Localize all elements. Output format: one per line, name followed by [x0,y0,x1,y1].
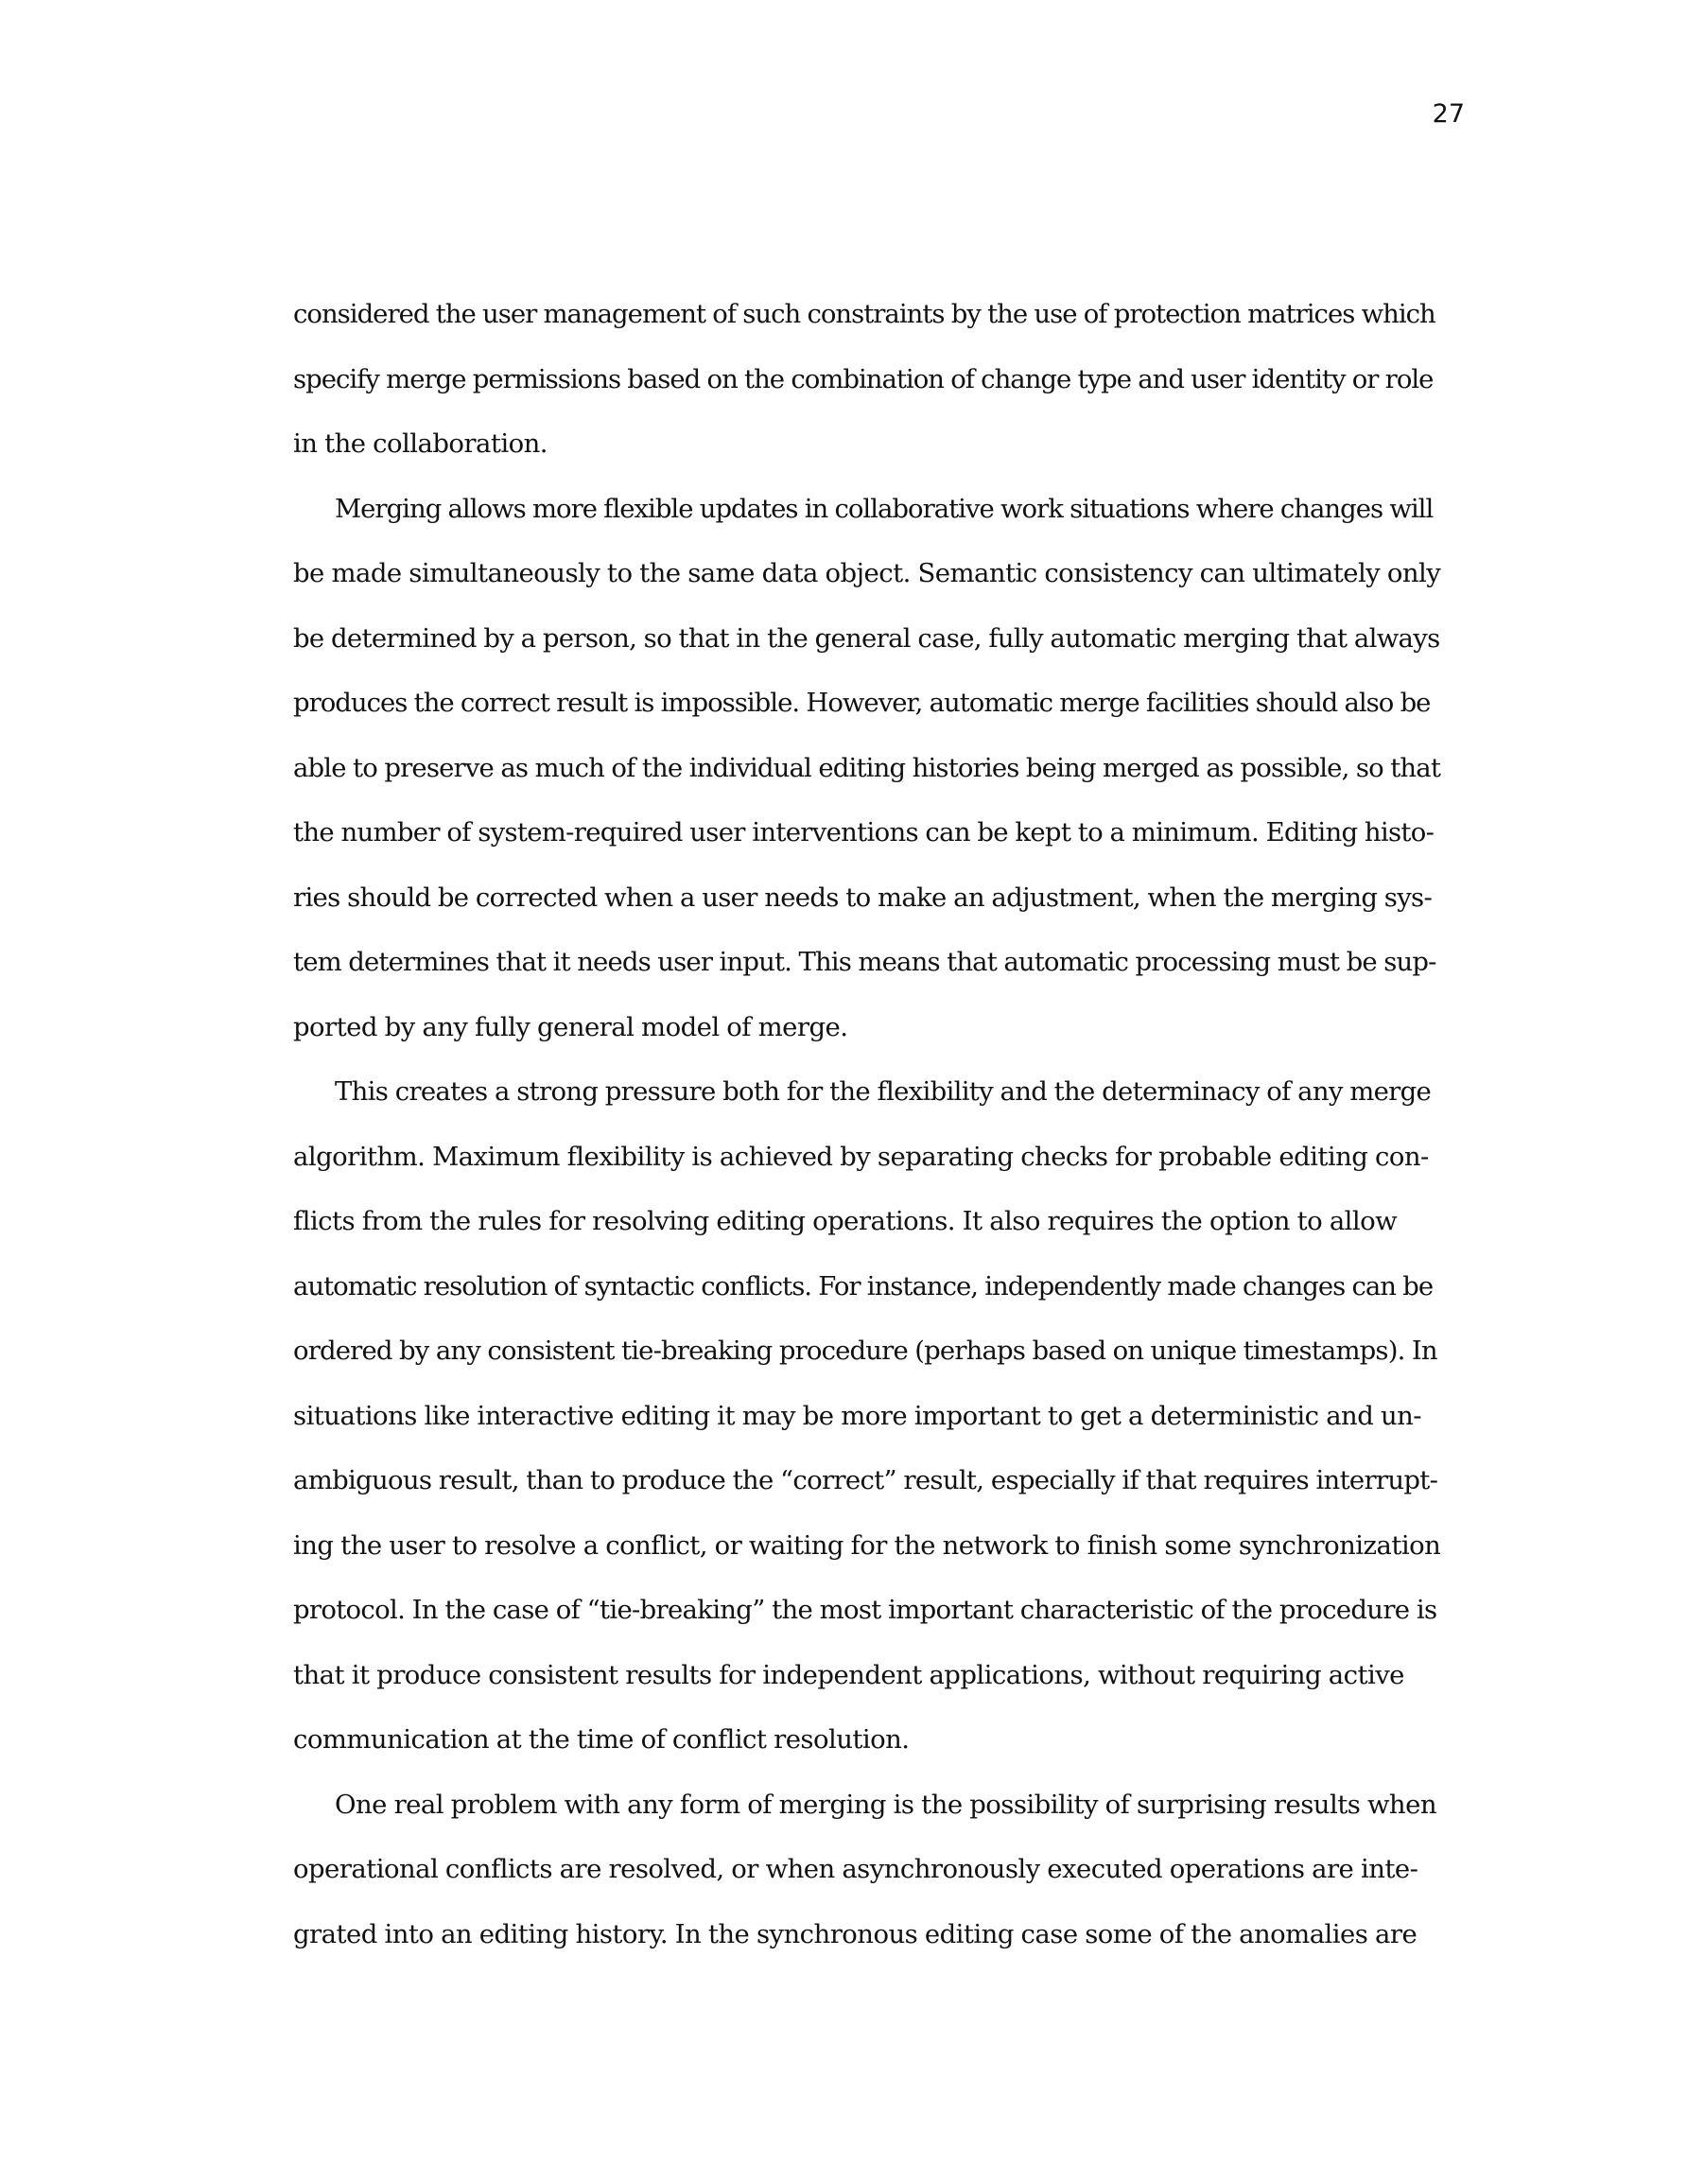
text-line: One real problem with any form of merging is the possibility of surprising results when [335,1789,1436,1820]
text-line: the number of system-required user interventions can be kept to a minimum. Editing histo- [293,817,1435,847]
text-line: situations like interactive editing it may be more important to get a deterministic and un- [293,1400,1422,1431]
text-line: tem determines that it needs user input. This means that automatic processing must be sup- [293,947,1436,977]
text-line: ordered by any consistent tie-breaking procedure (perhaps based on unique timestamps). In [293,1336,1437,1366]
body-text [293,282,1441,1966]
text-line: be made simultaneously to the same data object. Semantic consistency can ultimately only [293,558,1441,588]
page-number: 27 [1432,99,1465,129]
text-line: This creates a strong pressure both for the flexibility and the determinacy of any merge [335,1076,1432,1107]
text-line: algorithm. Maximum flexibility is achieved by separating checks for probable editing con- [293,1141,1429,1172]
paragraph [293,1059,1441,1773]
text-line: considered the user management of such constraints by the use of protection matrices which [293,299,1435,329]
text-line: Merging allows more flexible updates in collaborative work situations where changes will [335,493,1434,524]
text-line: automatic resolution of syntactic conflicts. For instance, independently made changes can be [293,1270,1434,1302]
text-line: operational conflicts are resolved, or when asynchronously executed operations are inte- [293,1854,1418,1884]
paragraph [293,477,1441,1060]
text-line: in the collaboration. [293,428,548,459]
text-line: be determined by a person, so that in the general case, fully automatic merging that always [293,622,1440,654]
text-line: flicts from the rules for resolving editing operations. It also requires the option to allow [293,1206,1398,1236]
text-line: that it produce consistent results for independent applications, without requiring active [293,1659,1404,1690]
paragraph [293,1773,1441,1967]
text-line: grated into an editing history. In the synchronous editing case some of the anomalies are [293,1918,1417,1949]
paragraph [293,282,1441,477]
text-line: ries should be corrected when a user needs to make an adjustment, when the merging sys- [293,882,1433,913]
text-line: produces the correct result is impossible. However, automatic merge facilities should also be [293,688,1431,718]
text-line: ported by any fully general model of merge. [293,1011,848,1042]
text-line: communication at the time of conflict resolution. [293,1724,910,1755]
text-line: ambiguous result, than to produce the “correct” result, especially if that requires interrupt- [293,1465,1438,1495]
text-line: able to preserve as much of the individual editing histories being merged as possible, so that [293,752,1441,783]
text-line: protocol. In the case of “tie-breaking” the most important characteristic of the procedure is [293,1595,1437,1625]
text-line: ing the user to resolve a conflict, or waiting for the network to finish some synchronization [293,1529,1441,1561]
text-line: specify merge permissions based on the combination of change type and user identity or role [293,363,1434,394]
